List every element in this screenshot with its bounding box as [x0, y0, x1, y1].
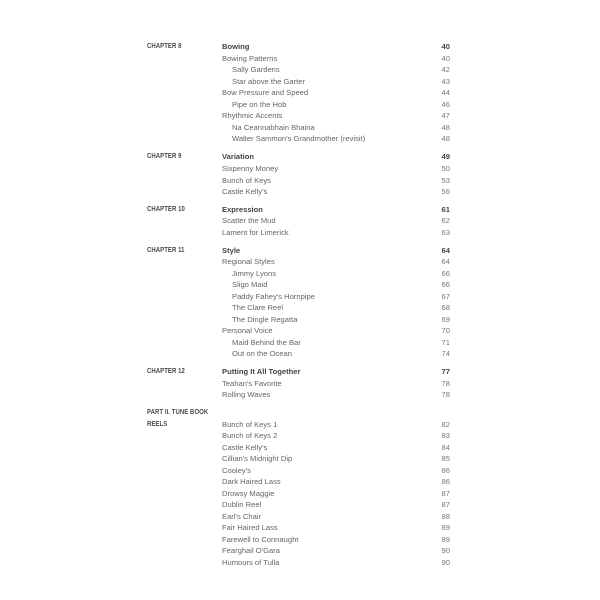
entry-title: Jimmy Lyons: [232, 269, 277, 278]
toc-entry: [0, 163, 600, 175]
toc-entry: [0, 279, 600, 291]
toc-entry: [0, 453, 600, 465]
toc-entry: [0, 151, 600, 163]
page-number: 71: [441, 338, 450, 347]
page-number: 56: [441, 187, 450, 196]
toc-entry: [0, 110, 600, 122]
entry-title: Fearghail O'Gara: [222, 546, 281, 555]
toc-entry: [0, 256, 600, 268]
entry-title: Cillian's Midnight Dip: [222, 454, 293, 463]
entry-title: Bunch of Keys: [222, 176, 271, 185]
toc-entry: [0, 186, 600, 198]
toc-entry: [0, 389, 600, 401]
page-number: 77: [441, 367, 450, 376]
entry-title: Bowing Patterns: [222, 54, 278, 63]
toc-entry: [0, 499, 600, 511]
section-label: CHAPTER 12: [147, 368, 185, 375]
entry-title: Rhythmic Accents: [222, 111, 283, 120]
entry-title: Paddy Fahey's Hornpipe: [232, 292, 315, 301]
page-number: 47: [441, 111, 450, 120]
entry-title: Star above the Garter: [232, 77, 306, 86]
page-number: 61: [441, 205, 450, 214]
entry-title: Lament for Limerick: [222, 228, 289, 237]
entry-title: Farewell to Connaught: [222, 535, 299, 544]
toc-entry: [0, 87, 600, 99]
entry-title: The Dingle Regatta: [232, 315, 298, 324]
page-number: 64: [441, 246, 450, 255]
toc-entry: [0, 64, 600, 76]
chapter-title: Expression: [222, 205, 263, 214]
page-number: 66: [441, 269, 450, 278]
entry-title: Walter Sammon's Grandmother (revisit): [232, 134, 366, 143]
entry-title: Maid Behind the Bar: [232, 338, 301, 347]
page-number: 78: [441, 390, 450, 399]
toc-entry: [0, 302, 600, 314]
page-number: 90: [441, 546, 450, 555]
toc-entry: [0, 407, 600, 419]
page-number: 87: [441, 500, 450, 509]
chapter-title: Putting It All Together: [222, 367, 301, 376]
entry-title: Dark Haired Lass: [222, 477, 281, 486]
entry-title: Cooley's: [222, 466, 251, 475]
page-number: 82: [441, 420, 450, 429]
page-number: 86: [441, 466, 450, 475]
entry-title: Castle Kelly's: [222, 443, 268, 452]
chapter-title: Bowing: [222, 42, 250, 51]
section-label: REELS: [147, 421, 168, 428]
page-number: 68: [441, 303, 450, 312]
entry-title: Na Ceannabhain Bhaina: [232, 123, 315, 132]
page-number: 62: [441, 216, 450, 225]
entry-title: Bunch of Keys 2: [222, 431, 278, 440]
toc-entry: [0, 41, 600, 53]
page-number: 43: [441, 77, 450, 86]
toc-entry: [0, 476, 600, 488]
page-number: 42: [441, 65, 450, 74]
entry-title: Castle Kelly's: [222, 187, 268, 196]
entry-title: Bow Pressure and Speed: [222, 88, 309, 97]
page-number: 74: [441, 349, 450, 358]
section-label: CHAPTER 8: [147, 43, 182, 50]
entry-title: The Clare Reel: [232, 303, 284, 312]
page-number: 89: [441, 523, 450, 532]
page-number: 64: [441, 257, 450, 266]
page-number: 84: [441, 443, 450, 452]
page-number: 86: [441, 477, 450, 486]
entry-title: Sligo Maid: [232, 280, 268, 289]
entry-title: Drowsy Maggie: [222, 489, 275, 498]
page-number: 40: [441, 42, 450, 51]
page-number: 40: [441, 54, 450, 63]
page-number: 83: [441, 431, 450, 440]
page-number: 53: [441, 176, 450, 185]
page-number: 48: [441, 123, 450, 132]
section-label: CHAPTER 9: [147, 153, 182, 160]
page-number: 46: [441, 100, 450, 109]
entry-title: Fair Haired Lass: [222, 523, 278, 532]
entry-title: Teahan's Favorite: [222, 379, 282, 388]
section-label: CHAPTER 11: [147, 247, 185, 254]
toc-entry: [0, 348, 600, 360]
section-label: CHAPTER 10: [147, 206, 185, 213]
entry-title: Earl's Chair: [222, 512, 262, 521]
page-number: 69: [441, 315, 450, 324]
toc-entry: [0, 325, 600, 337]
page-number: 48: [441, 134, 450, 143]
entry-title: Scatter the Mud: [222, 216, 276, 225]
page-number: 85: [441, 454, 450, 463]
page-number: 90: [441, 558, 450, 567]
entry-title: Humours of Tulla: [222, 558, 280, 567]
page-number: 44: [441, 88, 450, 97]
entry-title: Bunch of Keys 1: [222, 420, 278, 429]
toc-entry: [0, 366, 600, 378]
page-number: 87: [441, 489, 450, 498]
chapter-title: Variation: [222, 152, 255, 161]
page-number: 89: [441, 535, 450, 544]
toc-entry: [0, 215, 600, 227]
entry-title: Personal Voice: [222, 326, 273, 335]
toc-entry: [0, 133, 600, 145]
page-number: 88: [441, 512, 450, 521]
page-number: 50: [441, 164, 450, 173]
toc-entry: [0, 545, 600, 557]
entry-title: Sally Gardens: [232, 65, 280, 74]
entry-title: Dublin Reel: [222, 500, 262, 509]
entry-title: Regional Styles: [222, 257, 275, 266]
toc-entry: [0, 227, 600, 239]
page-number: 49: [441, 152, 450, 161]
page-number: 78: [441, 379, 450, 388]
page-number: 66: [441, 280, 450, 289]
toc-entry: [0, 430, 600, 442]
entry-title: Out on the Ocean: [232, 349, 292, 358]
toc-entry: [0, 557, 600, 569]
page-number: 63: [441, 228, 450, 237]
entry-title: Sixpenny Money: [222, 164, 279, 173]
entry-title: Pipe on the Hob: [232, 100, 287, 109]
section-label: PART II. TUNE BOOK: [147, 409, 209, 416]
page-number: 70: [441, 326, 450, 335]
toc-entry: [0, 522, 600, 534]
chapter-title: Style: [222, 246, 241, 255]
page-number: 67: [441, 292, 450, 301]
entry-title: Rolling Waves: [222, 390, 271, 399]
